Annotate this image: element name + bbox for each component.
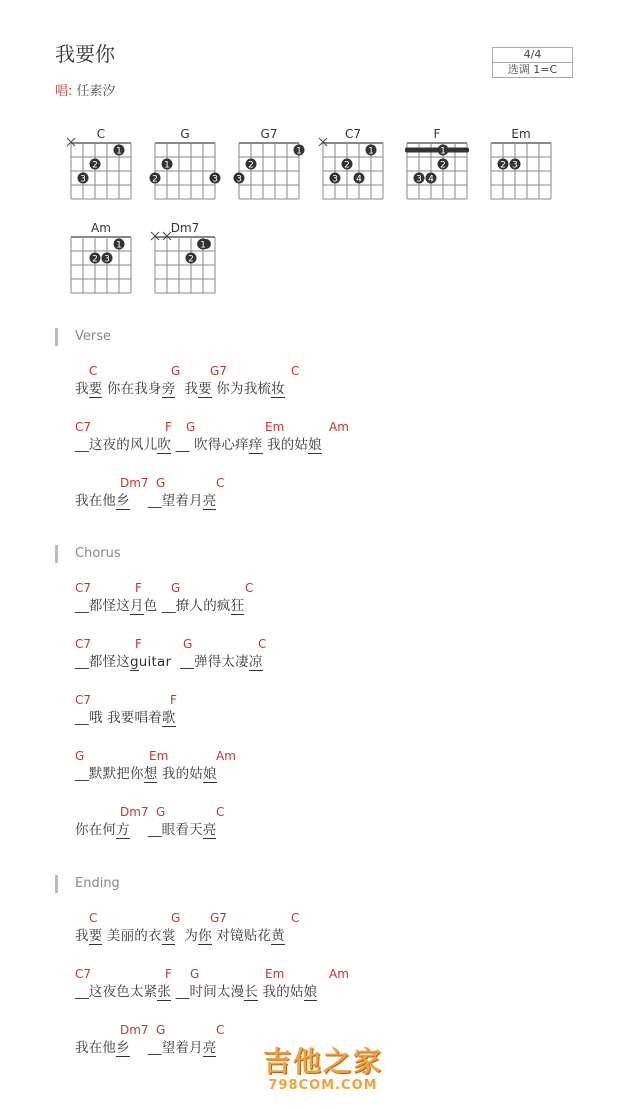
lyric-underlined-syllable: 娘 (303, 984, 318, 1000)
key-selector[interactable]: 选调 1=C (507, 63, 558, 76)
chord-label: C7 (75, 420, 92, 434)
lyric-segment: __眼看天 (129, 822, 203, 838)
lyric-segment: 我在他 (75, 1040, 117, 1056)
finger-number: 2 (500, 160, 506, 171)
finger-number: 3 (236, 174, 242, 185)
lyric-segment: 美丽的衣 (102, 928, 162, 944)
chord-label: G (186, 420, 196, 434)
chord-diagram-g (150, 127, 221, 199)
lyric-underlined-syllable: 歌 (161, 710, 176, 726)
finger-number: 4 (428, 174, 434, 185)
time-signature: 4/4 (493, 48, 572, 63)
lyric-segment: __时间太漫 (171, 984, 245, 1000)
finger-number: 1 (164, 160, 170, 171)
lyric-text (75, 377, 285, 397)
lyric-segment: __都怪这 (75, 654, 130, 670)
lyric-segment: __默默把你 (75, 766, 144, 782)
section-title: Ending (75, 876, 120, 891)
section-title: Chorus (75, 546, 121, 561)
chord-label: C (216, 805, 225, 819)
chord-diagram-name: G7 (260, 127, 278, 141)
chord-label: C (258, 637, 267, 651)
chord-label: Am (329, 420, 349, 434)
finger-number: 3 (416, 174, 422, 185)
chord-label: G (171, 364, 181, 378)
chord-label: F (165, 967, 172, 981)
chord-label: Dm7 (120, 805, 149, 819)
chord-label: Em (265, 420, 285, 434)
page-title: 我要你 (55, 42, 115, 66)
lyric-text (75, 1036, 216, 1056)
chord-label: Am (216, 749, 236, 763)
finger-number: 2 (188, 254, 194, 265)
chord-label: C (245, 581, 254, 595)
chord-diagram-c7 (319, 127, 383, 199)
chord-label: C (291, 911, 300, 925)
chord-label: C7 (75, 637, 92, 651)
chord-label: G (156, 476, 166, 490)
chord-label: Dm7 (120, 1023, 149, 1037)
lyric-underlined-syllable: 吹 (157, 437, 172, 453)
lyric-underlined-syllable: 月 (130, 598, 144, 614)
chord-label: G (171, 581, 181, 595)
chord-label: G (190, 967, 200, 981)
lyric-underlined-syllable: 要 (198, 381, 212, 397)
finger-number: 1 (368, 146, 374, 157)
lyric-underlined-syllable: 娘 (308, 437, 322, 453)
singer-name: 任素汐 (76, 84, 116, 99)
chord-label: G (171, 911, 181, 925)
chord-label: C7 (75, 581, 92, 595)
lyric-segment: 我 (75, 381, 89, 397)
chord-label: F (165, 420, 172, 434)
chord-diagram-f (405, 127, 469, 199)
chord-label: Dm7 (120, 476, 149, 490)
chord-label: C (216, 1023, 225, 1037)
chord-label: C7 (75, 693, 92, 707)
finger-number: 2 (440, 160, 446, 171)
finger-number: 3 (332, 174, 338, 185)
finger-number: 1 (200, 240, 206, 251)
finger-number: 1 (116, 240, 122, 251)
section-marker (55, 545, 58, 563)
finger-number: 3 (212, 174, 218, 185)
lyric-underlined-syllable: 裳 (161, 928, 176, 944)
chord-diagram-em (491, 127, 551, 199)
finger-number: 2 (344, 160, 350, 171)
chord-diagram-name: F (433, 127, 441, 141)
finger-number: 1 (116, 146, 122, 157)
lyric-segment: 你在我身 (102, 381, 162, 397)
lyric-underlined-syllable: 娘 (203, 766, 217, 782)
chord-label: G (183, 637, 193, 651)
barre-bar (405, 148, 469, 153)
lyric-underlined-syllable: 妆 (271, 381, 285, 397)
finger-number: 2 (152, 174, 158, 185)
lyric-underlined-syllable: 方 (116, 822, 130, 838)
chord-diagrams (0, 0, 631, 310)
finger-number: 1 (440, 146, 446, 157)
chord-label: C (216, 476, 225, 490)
lyric-underlined-syllable: g (130, 654, 139, 670)
section-marker (55, 328, 58, 346)
chord-label: G (156, 1023, 166, 1037)
lyric-segment: uitar __弹得太凄 (138, 654, 249, 670)
lyric-underlined-syllable: 凉 (248, 654, 263, 670)
lyric-underlined-syllable: 你 (198, 928, 212, 944)
chord-diagram-name: C7 (344, 127, 362, 141)
lyric-segment: 为 (175, 928, 199, 944)
chord-label: F (135, 637, 142, 651)
lyric-underlined-syllable: 乡 (116, 1040, 130, 1056)
chord-label: G7 (210, 911, 227, 925)
chord-diagram-name: C (96, 127, 106, 141)
finger-number: 1 (296, 146, 302, 157)
lyric-segment: 色 __撩人的疯 (143, 598, 231, 614)
lyric-underlined-syllable: 痒 (248, 437, 263, 453)
chord-label: G (156, 805, 166, 819)
lyric-underlined-syllable: 黄 (271, 928, 285, 944)
chord-label: C (291, 364, 300, 378)
site-watermark (248, 1040, 398, 1093)
chord-diagram-dm7 (151, 221, 215, 293)
lyric-underlined-syllable: 亮 (202, 1040, 217, 1056)
finger-number: 3 (104, 254, 110, 265)
lyric-text (75, 650, 263, 670)
lyric-segment: 我的姑 (157, 766, 203, 782)
chord-label: C7 (75, 967, 92, 981)
section-title: Verse (75, 329, 111, 344)
finger-number: 4 (356, 174, 362, 185)
chord-label: Em (265, 967, 285, 981)
lyric-text (75, 433, 322, 453)
chord-label: Am (329, 967, 349, 981)
lyric-underlined-syllable: 要 (88, 928, 103, 944)
chord-label: G7 (210, 364, 227, 378)
lyric-underlined-syllable: 亮 (202, 493, 217, 509)
lyric-text (75, 818, 216, 838)
lyric-segment: 我的姑 (258, 984, 304, 1000)
lyric-segment: 你为我梳 (211, 381, 272, 397)
lyric-underlined-syllable: 要 (88, 381, 103, 397)
lyric-segment: 我 (75, 928, 89, 944)
lyric-underlined-syllable: 乡 (116, 493, 130, 509)
lyric-segment: __这夜的风儿 (75, 437, 158, 453)
lyric-segment: __哦 我要唱着 (75, 710, 162, 726)
lyric-segment: 我在他 (75, 493, 117, 509)
lyric-underlined-syllable: 长 (244, 984, 259, 1000)
lyric-underlined-syllable: 想 (143, 766, 158, 782)
section-marker (55, 875, 58, 893)
lyric-segment: __望着月 (129, 493, 203, 509)
lyric-segment: 我的姑 (262, 437, 309, 453)
singer-label: 唱: (55, 84, 73, 99)
lyric-underlined-syllable: 狂 (230, 598, 245, 614)
lyric-underlined-syllable: 旁 (161, 381, 176, 397)
lyric-text (75, 706, 176, 726)
lyric-segment: 你在何 (75, 822, 117, 838)
chord-label: F (135, 581, 142, 595)
chord-diagram-c (67, 127, 131, 199)
lyric-segment: __这夜色太紧 (75, 984, 158, 1000)
lyric-segment: __ 吹得心痒 (171, 437, 249, 453)
lyric-text (75, 980, 317, 1000)
chord-diagram-name: Dm7 (170, 221, 200, 235)
watermark-url: 798COM.COM (268, 1078, 378, 1093)
chord-diagram-name: G (180, 127, 190, 141)
chord-label: C (89, 911, 98, 925)
finger-number: 3 (80, 174, 86, 185)
finger-number: 2 (92, 160, 98, 171)
chord-diagram-name: Am (91, 221, 111, 235)
chord-diagram-name: Em (511, 127, 531, 141)
finger-number: 2 (248, 160, 254, 171)
lyric-text (75, 489, 216, 509)
chord-label: F (170, 693, 177, 707)
lyric-underlined-syllable: 亮 (202, 822, 217, 838)
lyric-segment: 对镜贴花 (211, 928, 272, 944)
lyric-text (75, 762, 217, 782)
lyric-text (75, 924, 285, 944)
lyric-segment: 我 (175, 381, 199, 397)
lyric-segment: __望着月 (129, 1040, 203, 1056)
chord-diagram-g7 (234, 127, 305, 199)
finger-number: 2 (92, 254, 98, 265)
lyric-underlined-syllable: 张 (157, 984, 172, 1000)
watermark-logo-text: 吉他之家 (262, 1045, 383, 1078)
lyric-text (75, 594, 244, 614)
lyric-segment: __都怪这 (75, 598, 130, 614)
chord-diagram-am (71, 221, 131, 293)
chord-label: G (75, 749, 85, 763)
finger-number: 3 (512, 160, 518, 171)
chord-label: C (89, 364, 98, 378)
chord-label: Em (149, 749, 169, 763)
